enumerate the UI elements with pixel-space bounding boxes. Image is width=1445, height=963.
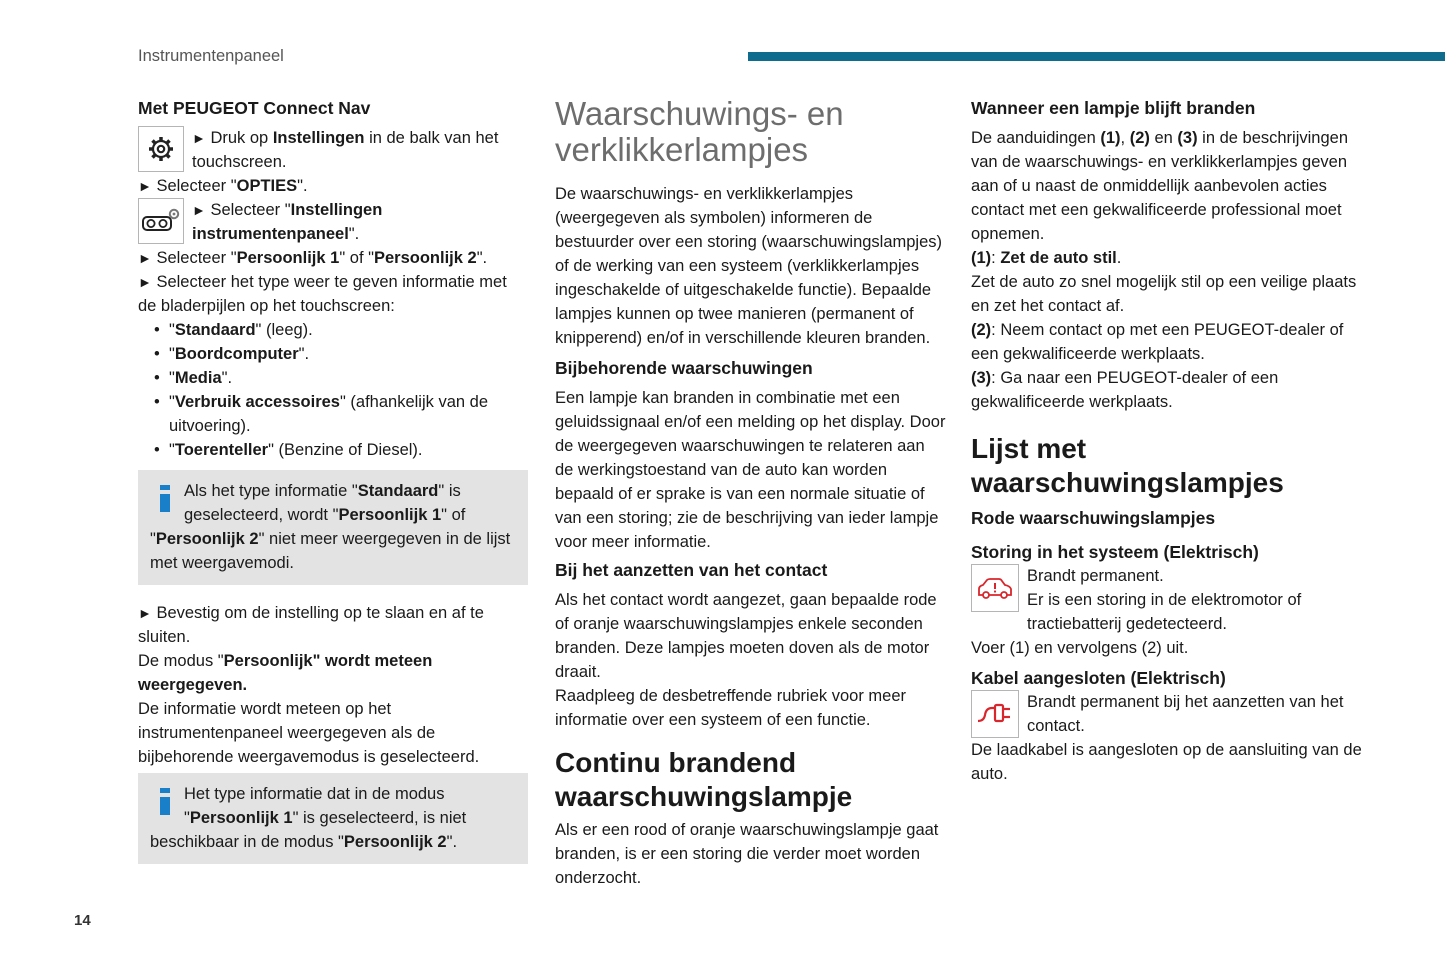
step-instrument-settings xyxy=(138,198,528,246)
list-item: • "Standaard" (leeg). xyxy=(154,318,528,342)
cable-connected-line2: De laadkabel is aangesloten op de aansluiting van de auto. xyxy=(971,741,1362,783)
header-accent-bar xyxy=(748,52,1445,61)
action-1: (1): Zet de auto stil. xyxy=(971,249,1122,267)
refer-text: Raadpleeg de desbetreffende rubriek voor meer informatie over een systeem of een functie. xyxy=(555,687,907,729)
display-options-list xyxy=(138,318,528,462)
info-icon xyxy=(160,788,172,815)
info-note-standard xyxy=(138,470,528,585)
indications-text: De aanduidingen (1), (2) en (3) in de beschrijvingen van de waarschuwings- en verklikkerlampjes geven aan of u naast de onmiddellijk aanbevolen acties contact met een gekwalificeerde professional moet opnemen. xyxy=(971,129,1349,243)
step2-text: ► Selecteer "OPTIES". xyxy=(138,177,308,195)
lamp-stays-on-heading: Wanneer een lampje blijft branden xyxy=(971,98,1256,118)
system-fault-line3: Voer (1) en vervolgens (2) uit. xyxy=(971,639,1189,657)
step5-text: ► Selecteer het type weer te geven informatie met de bladerpijlen op het touchscreen: xyxy=(138,273,507,315)
continuous-lamp-title: Continu brandend waarschuwingslampje xyxy=(555,747,853,812)
column-left xyxy=(138,96,528,874)
step4-text: ► Selecteer "Persoonlijk 1" of "Persoonlijk 2". xyxy=(138,249,488,267)
step6-text: ► Bevestig om de instelling op te slaan en af te sluiten. xyxy=(138,604,484,646)
connect-nav-heading: Met PEUGEOT Connect Nav xyxy=(138,98,371,118)
associated-warnings-heading: Bijbehorende waarschuwingen xyxy=(555,358,813,378)
list-item: • "Verbruik accessoires" (afhankelijk van de uitvoering). xyxy=(154,390,528,438)
charging-plug-icon xyxy=(971,690,1019,738)
red-lamps-heading: Rode waarschuwingslampjes xyxy=(971,508,1216,528)
list-item: • "Boordcomputer". xyxy=(154,342,528,366)
settings-gear-icon xyxy=(138,126,184,172)
step-settings xyxy=(138,126,528,174)
action-2: (2): Neem contact op met een PEUGEOT-dealer of een gekwalificeerde werkplaats. xyxy=(971,321,1344,363)
list-item: • "Toerenteller" (Benzine of Diesel). xyxy=(154,438,528,462)
column-middle xyxy=(555,96,947,890)
intro-paragraph: De waarschuwings- en verklikkerlampjes (weergegeven als symbolen) informeren de bestuurder over een storing (waarschuwingslampjes) of de werking van een systeem (verklikkerlampjes ingeschakelde of uitgeschakelde functie). Bepaalde lampjes kunnen op twee manieren (permanent of knipperend) en/of in verschillende kleuren branden. xyxy=(555,185,943,347)
note1-text: Als het type informatie "Standaard" is geselecteerd, wordt "Persoonlijk 1" of "Persoonlijk 2" niet meer weergegeven in de lijst met weergavemodi. xyxy=(150,482,511,572)
cable-connected-line1: Brandt permanent bij het aanzetten van het contact. xyxy=(1027,693,1344,735)
info-icon xyxy=(160,485,172,512)
action-1-text: Zet de auto zo snel mogelijk stil op een veilige plaats en zet het contact af. xyxy=(971,273,1357,315)
mode-text: De modus "Persoonlijk" wordt meteen weergegeven. xyxy=(138,652,433,694)
ignition-text: Als het contact wordt aangezet, gaan bepaalde rode of oranje waarschuwingslampjes enkele seconden branden. Deze lampjes moeten doven als de motor draait. xyxy=(555,591,937,681)
system-fault-heading: Storing in het systeem (Elektrisch) xyxy=(971,542,1259,562)
ignition-heading: Bij het aanzetten van het contact xyxy=(555,560,828,580)
step1-text: ► Druk op Instellingen in de balk van het touchscreen. xyxy=(192,129,499,171)
info-text: De informatie wordt meteen op het instrumentenpaneel weergegeven als de bijbehorende weergavemodus is geselecteerd. xyxy=(138,700,480,766)
warning-cable-connected xyxy=(971,690,1363,738)
warning-list-title: Lijst met waarschuwingslampjes xyxy=(971,433,1284,498)
note2-text: Het type informatie dat in de modus "Persoonlijk 1" is geselecteerd, is niet beschikbaar in de modus "Persoonlijk 2". xyxy=(150,785,467,851)
system-fault-line2: Er is een storing in de elektromotor of tractiebatterij gedetecteerd. xyxy=(1027,591,1302,633)
section-title: Waarschuwings- en verklikkerlampjes xyxy=(555,95,844,168)
continuous-lamp-text: Als er een rood of oranje waarschuwingslampje gaat branden, is er een storing die verder moet worden onderzocht. xyxy=(555,821,939,887)
system-fault-line1: Brandt permanent. xyxy=(1027,567,1164,585)
info-note-personal xyxy=(138,773,528,864)
running-header: Instrumentenpaneel xyxy=(138,47,284,65)
cable-connected-heading: Kabel aangesloten (Elektrisch) xyxy=(971,668,1226,688)
car-fault-icon xyxy=(971,564,1019,612)
instrument-settings-icon xyxy=(138,198,184,244)
associated-warnings-text: Een lampje kan branden in combinatie met een geluidssignaal en/of een melding op het display. Door de weergegeven waarschuwingen te relateren aan de werkingstoestand van de auto kan worden bepaald of er sprake is van een normale situatie of van een storing; zie de beschrijving van ieder lampje voor meer informatie. xyxy=(555,389,946,551)
list-item: • "Media". xyxy=(154,366,528,390)
page-number: 14 xyxy=(74,912,91,929)
column-right xyxy=(971,96,1363,786)
action-3: (3): Ga naar een PEUGEOT-dealer of een gekwalificeerde werkplaats. xyxy=(971,369,1279,411)
step3-text: ► Selecteer "Instellingen instrumentenpaneel". xyxy=(192,201,383,243)
